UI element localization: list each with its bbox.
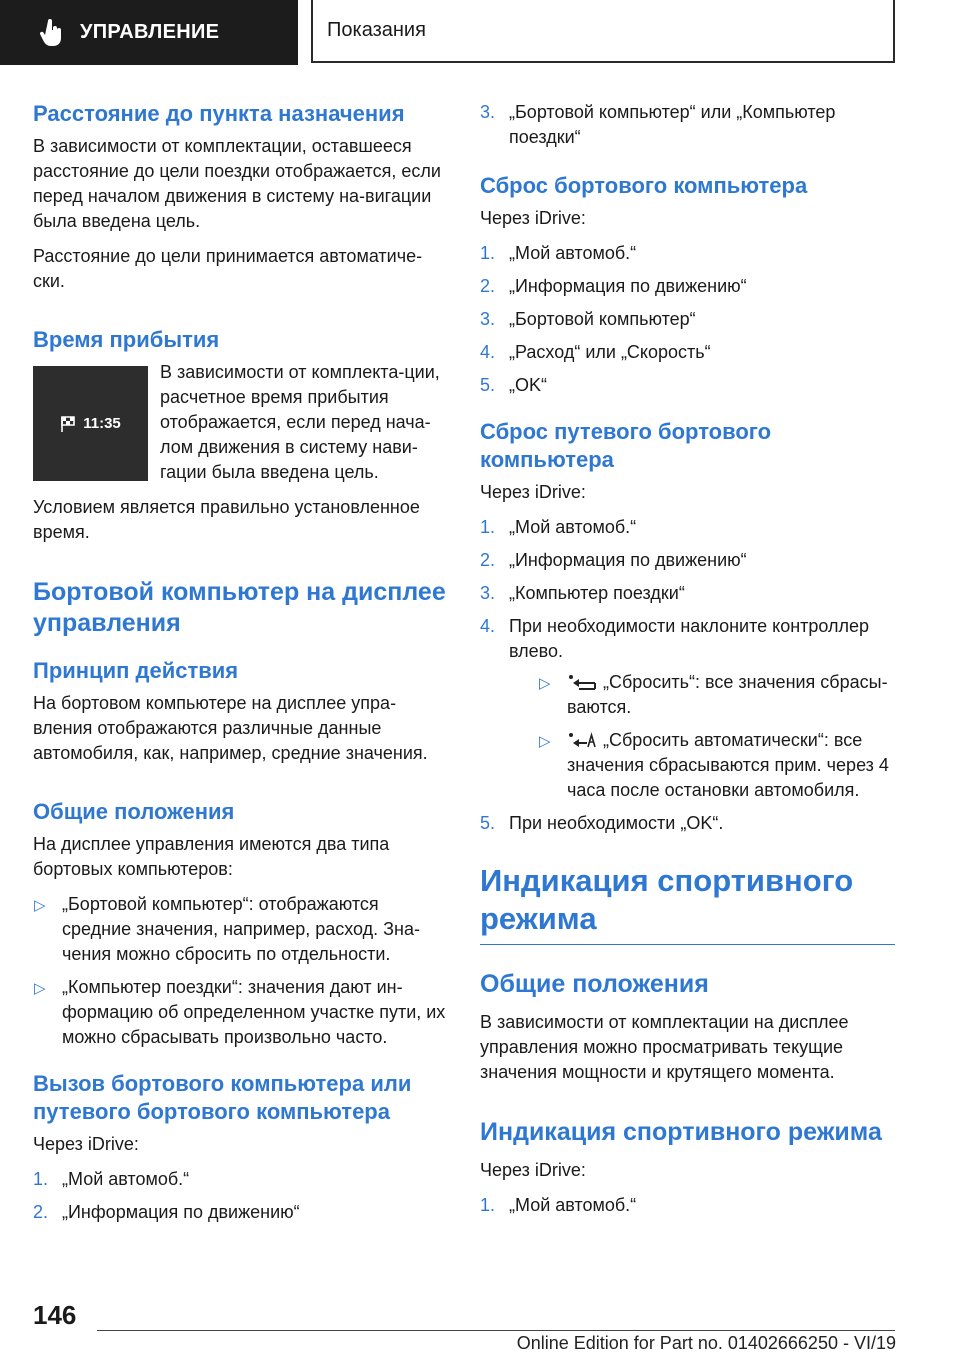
onboard-computer-heading: Бортовой компьютер на дисплее управления <box>33 578 446 637</box>
sport-general-paragraph: В зависимости от комплектации на дисплее управления можно просматривать текущие значения мощности и крутящего момента. <box>480 1012 849 1082</box>
list-item: ▷ „Сбросить“: все значения сбрасы-ваются. <box>539 672 888 717</box>
left-column <box>33 100 451 1233</box>
list-item: 1. „Мой автомоб.“ <box>480 517 637 537</box>
reset-steps <box>480 241 895 398</box>
trip-reset-paragraph: Через iDrive: <box>480 482 586 502</box>
hand-pointer-icon <box>40 19 64 47</box>
triangle-bullet-icon: ▷ <box>34 980 46 997</box>
list-item: 4. „Расход“ или „Скорость“ <box>480 342 711 362</box>
call-paragraph: Через iDrive: <box>33 1134 139 1154</box>
heading-rule <box>480 944 895 945</box>
list-item: 3. „Бортовой компьютер“ <box>480 309 696 329</box>
arrival-paragraph-2: Условием является правильно установленное время. <box>33 497 420 542</box>
sport-display-heading: Индикация спортивного режима <box>480 1118 882 1146</box>
sport-steps <box>480 1193 895 1218</box>
distance-paragraph-2: Расстояние до цели принимается автоматиче-ски. <box>33 246 423 291</box>
distance-paragraph-1: В зависимости от комплектации, оставшееся расстояние до цели поездки отображается, если перед началом движения в систему на-вигации была введена цель. <box>33 136 441 231</box>
list-item: ▷ „Компьютер поездки“: значения дают ин-формацию об определенном участке пути, их можно сбрасывать произвольно часто. <box>34 977 446 1047</box>
list-item: 1. „Мой автомоб.“ <box>480 243 637 263</box>
arrival-time: 11:35 <box>83 415 121 432</box>
reset-arrow-icon <box>567 674 597 692</box>
list-item: 2. „Информация по движению“ <box>480 550 747 570</box>
section-title: УПРАВЛЕНИЕ <box>80 21 220 43</box>
reset-paragraph: Через iDrive: <box>480 208 586 228</box>
sport-heading: Индикация спортивного режима <box>480 863 854 936</box>
list-item: 5. При необходимости „OK“. <box>480 813 724 833</box>
list-item: 2. „Информация по движению“ <box>33 1202 300 1222</box>
arrival-block <box>33 360 451 485</box>
right-column <box>480 100 895 1226</box>
edition-footer: Online Edition for Part no. 01402666250 - VI/19 <box>516 1333 896 1353</box>
general-paragraph: На дисплее управления имеются два типа бортовых компьютеров: <box>33 834 390 879</box>
trip-reset-steps <box>480 515 895 836</box>
chapter-tab <box>311 0 895 63</box>
list-item: 1. „Мой автомоб.“ <box>480 1195 637 1215</box>
general-list <box>33 892 451 1050</box>
triangle-bullet-icon: ▷ <box>539 733 551 750</box>
list-item: ▷ „Сбросить автоматически“: все значения сбрасываются прим. через 4 часа после остановки автомобиля. <box>539 730 889 800</box>
arrival-display-image <box>33 366 148 481</box>
principle-paragraph: На бортовом компьютере на дисплее упра-вления отображаются различные данные автомобиля, как, например, средние значения. <box>33 693 428 763</box>
list-item: 4. При необходимости наклоните контроллер влево. ▷ „Сбросить“: все значения сбрасы-ваются. ▷ „Сбросить автоматически“: все значения сбрасываются прим. через 4 часа после остановки автомобиля. <box>480 614 895 803</box>
flag-icon <box>60 415 78 433</box>
list-item: 5. „OK“ <box>480 375 547 395</box>
call-heading: Вызов бортового компьютера или путевого бортового компьютера <box>33 1071 412 1124</box>
distance-heading: Расстояние до пункта назначения <box>33 101 405 126</box>
list-item: ▷ „Бортовой компьютер“: отображаются средние значения, например, расход. Зна-чения можно сбросить по отдельности. <box>34 894 420 964</box>
page-number: 146 <box>33 1300 77 1330</box>
sport-general-heading: Общие положения <box>480 970 709 998</box>
list-item: 1. „Мой автомоб.“ <box>33 1169 190 1189</box>
auto-reset-icon <box>567 732 597 750</box>
trip-reset-heading: Сброс путевого бортового компьютера <box>480 419 772 472</box>
chapter-title: Показания <box>327 19 426 41</box>
list-item: 3. „Компьютер поездки“ <box>480 583 685 603</box>
sport-display-paragraph: Через iDrive: <box>480 1160 586 1180</box>
footer-rule <box>97 1330 895 1331</box>
call-steps <box>33 1167 451 1225</box>
list-item: 3. „Бортовой компьютер“ или „Компьютер поездки“ <box>480 102 836 147</box>
arrival-paragraph-1: В зависимости от комплекта-ции, расчетное время прибытия отображается, если перед нача-лом движения в систему нави-гации была введена цель. <box>160 362 440 482</box>
trip-reset-substeps <box>509 670 895 803</box>
section-tab <box>0 0 298 65</box>
triangle-bullet-icon: ▷ <box>539 675 551 692</box>
reset-heading: Сброс бортового компьютера <box>480 173 808 198</box>
call-steps-continued <box>480 100 895 150</box>
arrival-heading: Время прибытия <box>33 327 220 352</box>
triangle-bullet-icon: ▷ <box>34 897 46 914</box>
list-item: 2. „Информация по движению“ <box>480 276 747 296</box>
principle-heading: Принцип действия <box>33 658 239 683</box>
general-heading: Общие положения <box>33 799 235 824</box>
